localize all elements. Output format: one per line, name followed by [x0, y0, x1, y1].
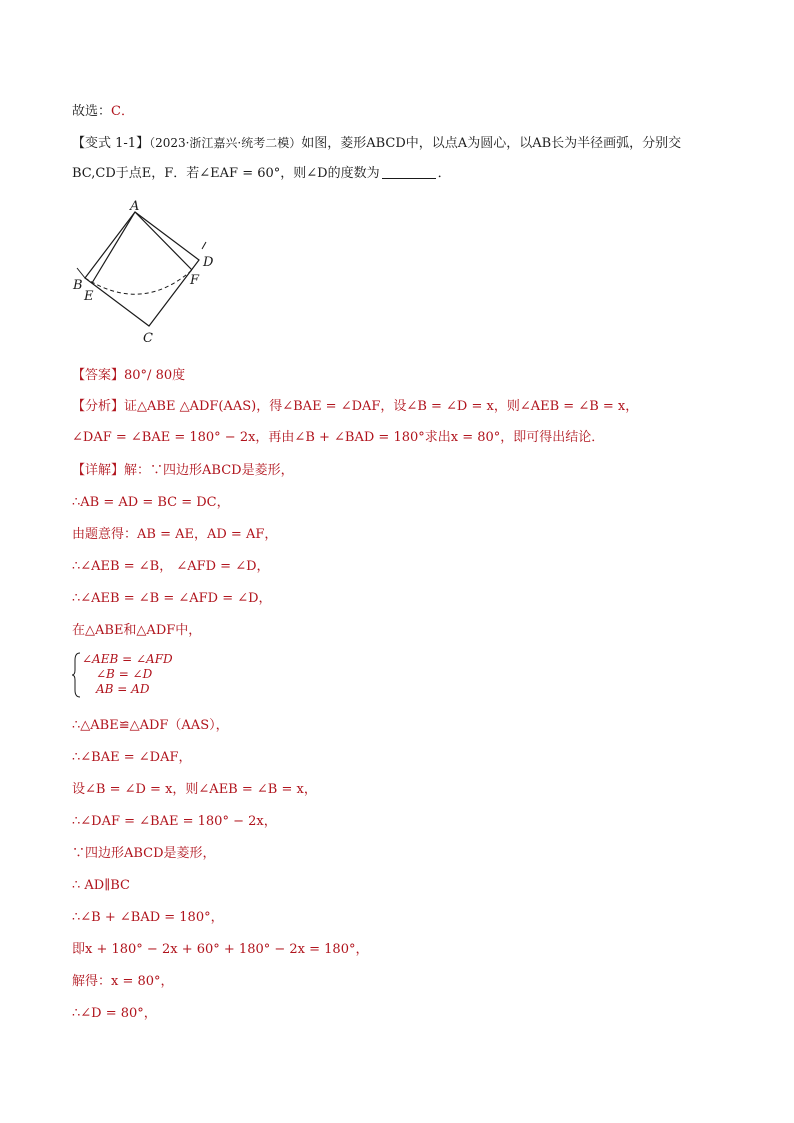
label-e: E	[84, 289, 94, 304]
label-c: C	[143, 331, 153, 346]
detail-line	[72, 462, 294, 480]
step-4: ∴∠AEB = ∠B = ∠AFD = ∠D，	[72, 591, 272, 606]
label-b: B	[73, 278, 83, 293]
system-row-3: AB = AD	[96, 682, 150, 696]
analysis-text-1: 证△ABE △ADF(AAS)，得∠BAE = ∠DAF，设∠B = ∠D = x，则∠AEB = ∠B = x，	[124, 399, 639, 414]
step-12: ∴∠B + ∠BAD = 180°，	[72, 910, 224, 925]
congruence-system	[72, 652, 192, 700]
step-8: 设∠B = ∠D = x，则∠AEB = ∠B = x，	[72, 782, 317, 797]
brace-icon	[72, 652, 82, 698]
analysis-line-1	[72, 398, 638, 416]
rhombus-diagram	[70, 196, 230, 346]
step-10: ∵四边形ABCD是菱形，	[72, 846, 216, 861]
step-6: ∴△ABE≌△ADF（AAS），	[72, 718, 229, 733]
variant-tag: 【变式 1-1】	[72, 136, 150, 151]
choose-label: 故选：	[72, 104, 112, 119]
step-2: 由题意得：AB = AE，AD = AF，	[72, 527, 278, 542]
problem-text-2-end: ．	[437, 166, 451, 181]
step-1: ∴AB = AD = BC = DC，	[72, 495, 230, 510]
segment-ae	[92, 212, 135, 283]
detail-start: 解：∵四边形ABCD是菱形，	[124, 463, 294, 478]
problem-line-2	[72, 165, 451, 183]
choose-line	[72, 103, 134, 121]
rhombus-abcd	[85, 212, 199, 326]
step-9: ∴∠DAF = ∠BAE = 180° − 2x，	[72, 814, 277, 829]
answer-tag: 【答案】	[72, 368, 125, 383]
step-3: ∴∠AEB = ∠B， ∠AFD = ∠D，	[72, 559, 270, 574]
rhombus-figure	[70, 196, 230, 346]
step-7: ∴∠BAE = ∠DAF，	[72, 750, 192, 765]
answer-blank	[382, 168, 436, 179]
step-15: ∴∠D = 80°，	[72, 1006, 157, 1021]
system-row-2: ∠B = ∠D	[96, 667, 153, 681]
analysis-line-2: ∠DAF = ∠BAE = 180° − 2x，再由∠B + ∠BAD = 180°求出x = 80°，即可得出结论．	[72, 430, 605, 445]
variant-source: （2023·浙江嘉兴·统考二模）	[149, 136, 302, 150]
segment-af	[135, 212, 192, 270]
problem-line-1	[72, 134, 681, 153]
step-13: 即x + 180° − 2x + 60° + 180° − 2x = 180°，	[72, 942, 369, 957]
label-a: A	[130, 199, 140, 214]
analysis-tag: 【分析】	[72, 399, 125, 414]
step-14: 解得：x = 80°，	[72, 974, 174, 989]
detail-tag: 【详解】	[72, 463, 125, 478]
problem-text-2: BC,CD于点E，F．若∠EAF = 60°，则∠D的度数为	[72, 166, 380, 181]
arc-tick-d	[202, 242, 206, 249]
problem-text-1: 如图，菱形ABCD中，以点A为圆心，以AB长为半径画弧，分别交	[301, 136, 682, 151]
label-d: D	[203, 255, 214, 270]
answer-line	[72, 367, 185, 385]
arc-tick-b	[77, 268, 85, 278]
step-5: 在△ABE和△ADF中，	[72, 623, 202, 638]
system-row-1: ∠AEB = ∠AFD	[82, 652, 173, 666]
step-11: ∴ AD∥BC	[72, 878, 130, 893]
label-f: F	[190, 273, 200, 288]
answer-value: 80°/ 80度	[124, 368, 186, 383]
choose-value: C．	[111, 104, 134, 119]
